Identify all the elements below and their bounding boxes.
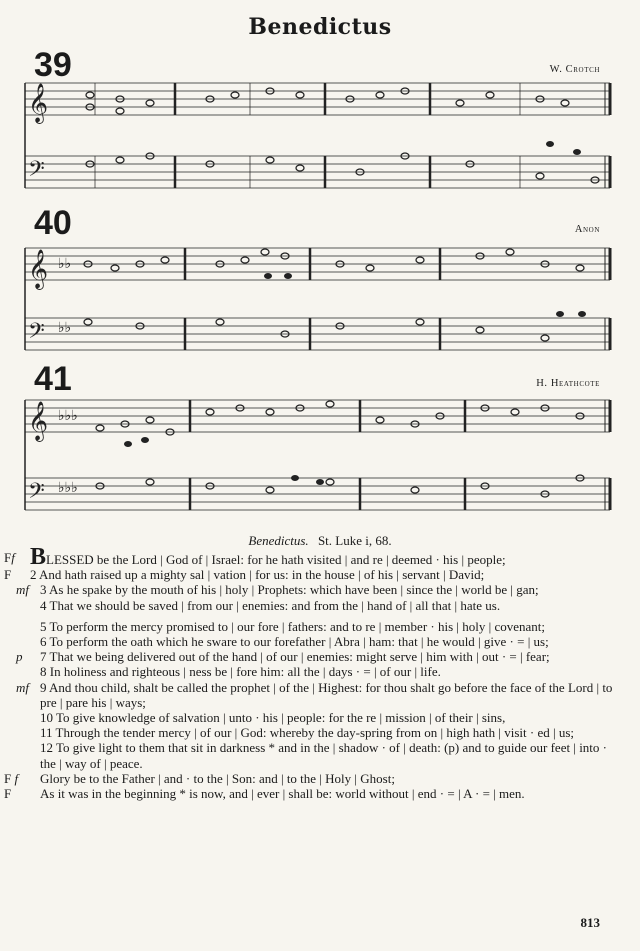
dynamic-marking: F f — [4, 770, 19, 786]
verse — [30, 710, 614, 725]
verse — [16, 649, 614, 665]
hymn-number-41: 41 — [34, 360, 72, 398]
verse — [30, 598, 614, 613]
page-title: Benedictus — [248, 14, 392, 40]
score-41 — [20, 392, 620, 530]
composer-40: Anon — [574, 224, 600, 235]
dynamic-marking: Ff — [4, 550, 15, 565]
verse-text: 9 And thou child, shalt be called the prophet | of the | Highest: for thou shalt go before the face of the Lord | to pre | pare his | ways; — [40, 679, 613, 710]
drop-cap: B — [30, 544, 47, 570]
verse-text: 6 To perform the oath which he sware to our forefather | Abra | ham: that | he would | give · = | us; — [40, 634, 549, 650]
dynamic-marking: F — [4, 567, 12, 583]
verse — [30, 740, 614, 770]
verse-text: 12 To give light to them that sit in darkness * and in the | shadow · of | death: (p) and to guide our feet | into · the | way of | peace. — [40, 740, 607, 771]
svg-text:𝄞: 𝄞 — [28, 83, 49, 123]
verse — [4, 786, 614, 802]
verse-text: 8 In holiness and righteous | ness be | fore him: all the | days · = | of our | life. — [40, 664, 441, 680]
verse — [16, 679, 614, 710]
verse — [4, 770, 614, 786]
page-number: 813 — [580, 915, 600, 930]
verse — [4, 544, 614, 570]
verse-text: 11 Through the tender mercy | of our | God: whereby the day-spring from on | high hath | visit · ed | us; — [40, 725, 574, 741]
verse — [4, 567, 614, 583]
verse — [30, 725, 614, 740]
verse — [30, 664, 614, 679]
svg-text:♭♭: ♭♭ — [58, 321, 72, 336]
composer-41: H. Heathcote — [536, 378, 600, 389]
verse-text: 4 That we should be saved | from our | enemies: and from the | hand of | all that | hate us. — [40, 597, 501, 613]
svg-text:𝄞: 𝄞 — [28, 249, 49, 289]
score-39 — [20, 78, 620, 198]
composer-39: W. Crotch — [549, 64, 600, 75]
dynamic-marking: mf — [16, 679, 29, 695]
dynamic-marking: F — [4, 786, 12, 802]
svg-text:𝄢: 𝄢 — [28, 319, 45, 349]
svg-text:♭♭: ♭♭ — [58, 257, 72, 272]
verse-text: 7 That we being delivered out of the hand | of our | enemies: might serve | him with | out · = | fear; — [40, 649, 550, 665]
verse-text: 5 To perform the mercy promised to | our fore | fathers: and to re | member · his | holy | covenant; — [40, 618, 545, 634]
verse — [16, 582, 614, 598]
svg-text:𝄞: 𝄞 — [28, 401, 49, 441]
verse-text: LESSED be the Lord | God of | Israel: for he hath visited | and re | deemed · his | people; — [46, 552, 506, 567]
verse-text: 10 To give knowledge of salvation | unto · his | people: for the re | mission | of their | sins, — [40, 710, 506, 726]
dynamic-marking: p — [16, 649, 23, 665]
verse — [30, 634, 614, 649]
scripture-source — [0, 533, 640, 549]
score-40 — [20, 240, 620, 358]
svg-text:♭♭♭: ♭♭♭ — [58, 409, 78, 424]
source-title: Benedictus. — [248, 533, 309, 548]
verse-text: 3 As he spake by the mouth of his | holy | Prophets: which have been | since the | world be | gan; — [40, 582, 539, 598]
dynamic-marking: mf — [16, 582, 29, 598]
source-reference: St. Luke i, 68. — [317, 533, 392, 548]
verse — [30, 619, 614, 634]
verse-text: As it was in the beginning * is now, and | ever | shall be: world without | end · = | A · = | men. — [40, 786, 525, 802]
verse-text: Glory be to the Father | and · to the | Son: and | to the | Holy | Ghost; — [40, 770, 395, 786]
chant-text — [4, 544, 614, 802]
svg-text:𝄢: 𝄢 — [28, 157, 45, 187]
verse-text: 2 And hath raised up a mighty sal | vation | for us: in the house | of his | servant | David; — [30, 567, 485, 583]
hymn-number-40: 40 — [34, 204, 72, 242]
svg-text:♭♭♭: ♭♭♭ — [58, 481, 78, 496]
hymn-number-39: 39 — [34, 46, 72, 84]
svg-text:𝄢: 𝄢 — [28, 479, 45, 509]
